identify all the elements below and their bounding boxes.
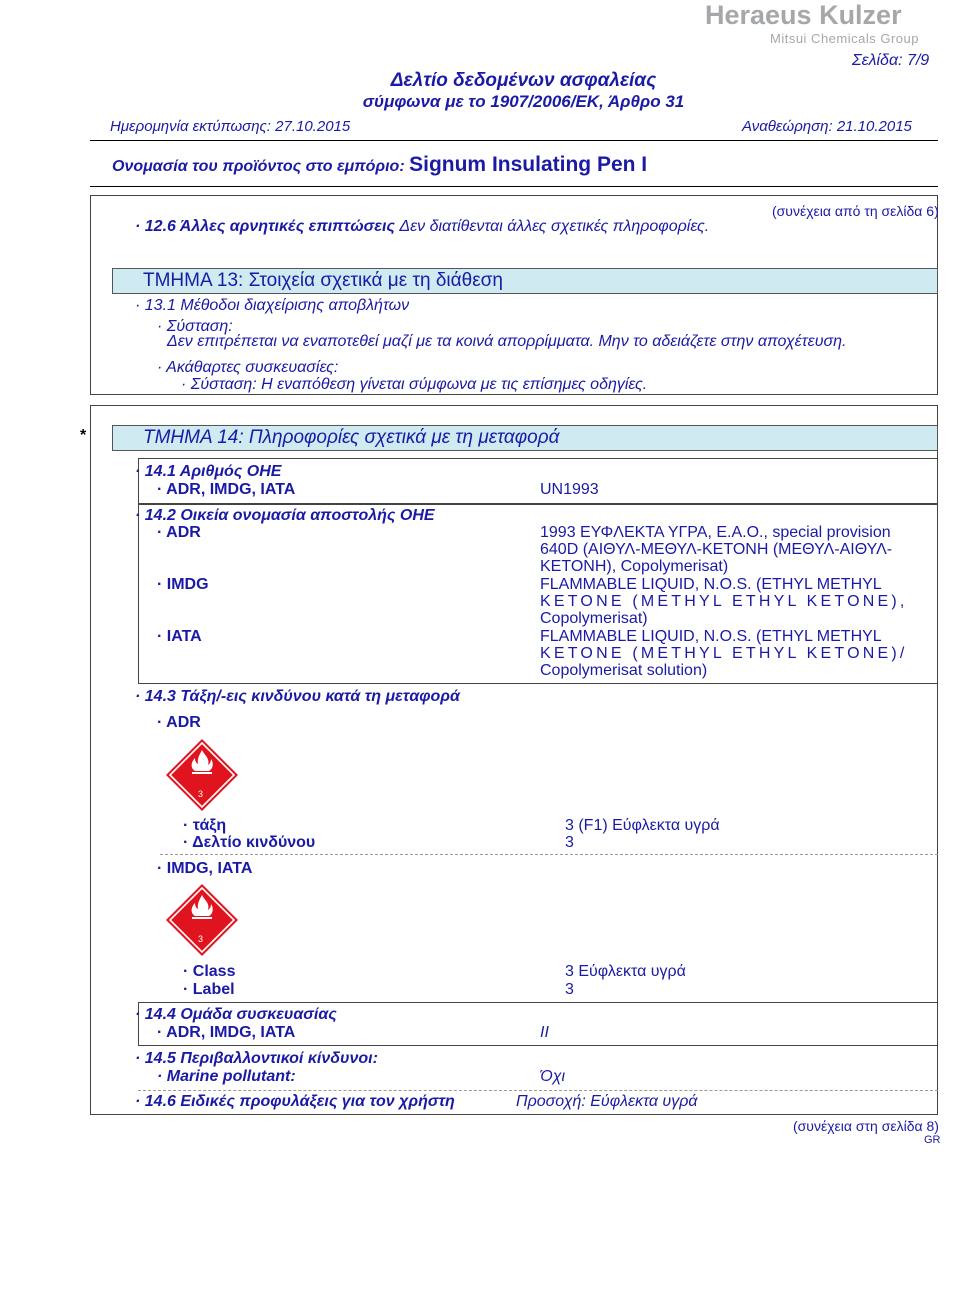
language-code: GR: [924, 1134, 941, 1146]
un-number: UN1993: [540, 481, 599, 498]
iata-shipping-name-2: KETONE (METHYL ETHYL KETONE)/: [540, 645, 908, 662]
iata-label: · IATA: [157, 628, 202, 645]
diamond-class-number: 3: [198, 934, 204, 944]
recommendation-text: Δεν επιτρέπεται να εναποτεθεί μαζί με τα κοινά απορρίμματα. Μην το αδειάζετε στην αποχέτευση.: [167, 333, 847, 350]
marine-pollutant-value: Όχι: [540, 1068, 565, 1085]
adr-shipping-name-2: 640D (ΑΙΘΥΛ-ΜΕΘΥΛ-ΚΕΤΟΝΗ (ΜΕΘΥΛ-ΑΙΘΥΛ-: [540, 541, 893, 558]
unclean-packaging-label: · Ακάθαρτες συσκευασίες:: [157, 359, 339, 376]
company-group: Mitsui Chemicals Group: [770, 31, 919, 46]
imdg-shipping-name-1: FLAMMABLE LIQUID, N.O.S. (ETHYL METHYL: [540, 576, 882, 593]
product-label: Ονομασία του προϊόντος στο εμπόριο:: [112, 158, 405, 175]
header-rule: [90, 140, 938, 141]
section-12-6: [135, 218, 709, 236]
flame-icon: [165, 738, 239, 812]
section-14-1-mode: · ADR, IMDG, IATA: [157, 481, 296, 498]
unclean-rec-label: · Σύσταση:: [181, 376, 257, 393]
adr-class-heading: · ADR: [157, 714, 201, 731]
page-number: Σελίδα: 7/9: [852, 52, 930, 69]
imdg-iata-class-heading: · IMDG, IATA: [157, 860, 253, 877]
packing-group: II: [540, 1024, 549, 1041]
iata-shipping-name-1: FLAMMABLE LIQUID, N.O.S. (ETHYL METHYL: [540, 628, 882, 645]
imdg-shipping-name-2: KETONE (METHYL ETHYL KETONE),: [540, 593, 908, 610]
section-14-4-mode: · ADR, IMDG, IATA: [157, 1024, 296, 1041]
flammable-hazard-diamond: [165, 738, 239, 817]
section-14-6: · 14.6 Ειδικές προφυλάξεις για τον χρήστη: [135, 1093, 455, 1110]
document-title: Δελτίο δεδομένων ασφαλείας: [390, 70, 657, 91]
diamond-class-number: 3: [198, 789, 204, 799]
adr-class-label: · τάξη: [183, 817, 227, 834]
section-12-6-label: · 12.6 Άλλες αρνητικές επιπτώσεις: [135, 218, 395, 235]
continued-from: (συνέχεια από τη σελίδα 6): [772, 203, 939, 219]
section-12-6-text: Δεν διατίθενται άλλες σχετικές πληροφορίες.: [399, 218, 710, 235]
adr-class-value: 3 (F1) Εύφλεκτα υγρά: [565, 817, 720, 834]
section-13-title: ΤΜΗΜΑ 13: Στοιχεία σχετικά με τη διάθεση: [143, 270, 503, 291]
revision-date: Αναθεώρηση: 21.10.2015: [742, 118, 912, 135]
imdg-label-label: · Label: [183, 981, 235, 998]
product-line: [112, 153, 647, 177]
product-rule: [90, 186, 938, 187]
imdg-label-value: 3: [565, 981, 574, 998]
flammable-hazard-diamond-2: [165, 883, 239, 962]
section-13-1: · 13.1 Μέθοδοι διαχείρισης αποβλήτων: [135, 297, 410, 314]
section-14-3: · 14.3 Τάξη/-εις κινδύνου κατά τη μεταφορά: [135, 688, 460, 705]
section-14-1: · 14.1 Αριθμός ΟΗΕ: [135, 463, 282, 480]
recommendation-label: · Σύσταση:: [157, 318, 233, 335]
unclean-rec-text: Η εναπόθεση γίνεται σύμφωνα με τις επίσημες οδηγίες.: [261, 376, 648, 393]
section-13-header: [112, 268, 938, 294]
revision-marker: *: [80, 427, 87, 444]
section-14-6-value: Προσοχή: Εύφλεκτα υγρά: [516, 1093, 698, 1110]
flame-icon: [165, 883, 239, 957]
adr-hazard-label-value: 3: [565, 834, 574, 851]
continued-on: (συνέχεια στη σελίδα 8): [793, 1118, 939, 1134]
section-14-title: ΤΜΗΜΑ 14: Πληροφορίες σχετικά με τη μεταφορά: [143, 427, 560, 448]
imdg-class-label: · Class: [183, 963, 236, 980]
imdg-class-value: 3 Εύφλεκτα υγρά: [565, 963, 686, 980]
dashed-divider-2: [138, 1090, 938, 1091]
section-14-header: [112, 425, 938, 451]
company-logo: Heraeus Kulzer: [705, 0, 902, 30]
imdg-shipping-name-3: Copolymerisat): [540, 610, 648, 627]
adr-shipping-name-1: 1993 ΕΥΦΛΕΚΤΑ ΥΓΡΑ, Ε.Α.Ο., special provision: [540, 524, 891, 541]
adr-hazard-label-label: · Δελτίο κινδύνου: [183, 834, 316, 851]
iata-shipping-name-3: Copolymerisat solution): [540, 662, 708, 679]
document-subtitle: σύμφωνα με το 1907/2006/ΕΚ, Άρθρο 31: [362, 92, 685, 111]
marine-pollutant-label: · Marine pollutant:: [157, 1068, 296, 1085]
print-date: Ημερομηνία εκτύπωσης: 27.10.2015: [110, 118, 351, 135]
section-14-4: · 14.4 Ομάδα συσκευασίας: [135, 1006, 337, 1023]
section-14-5: · 14.5 Περιβαλλοντικοί κίνδυνοι:: [135, 1050, 378, 1067]
adr-shipping-name-3: ΚΕΤΟΝΗ), Copolymerisat): [540, 558, 729, 575]
product-name: Signum Insulating Pen I: [409, 153, 648, 176]
section-14-2: · 14.2 Οικεία ονομασία αποστολής ΟΗΕ: [135, 507, 435, 524]
unclean-recommendation: [181, 376, 647, 394]
imdg-label: · IMDG: [157, 576, 209, 593]
dashed-divider: [160, 854, 938, 855]
adr-label: · ADR: [157, 524, 201, 541]
